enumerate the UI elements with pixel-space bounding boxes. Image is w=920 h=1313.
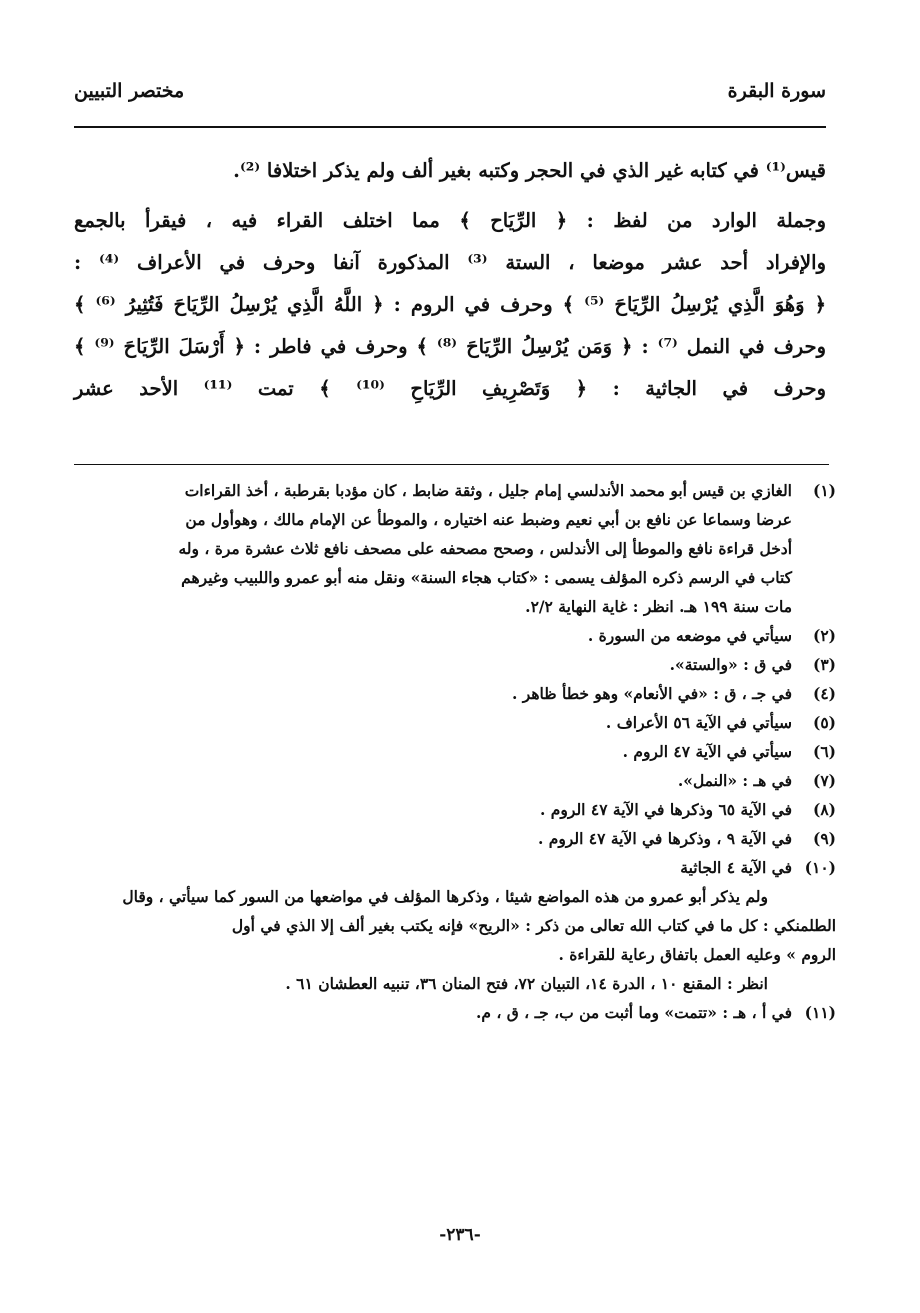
- footnote-8: [74, 795, 836, 824]
- main-line: قيس⁽¹⁾ في كتابه غير الذي في الحجر وكتبه بغير ألف ولم يذكر اختلافا ⁽²⁾.: [233, 159, 826, 182]
- page-number: -٢٣٦-: [439, 1225, 481, 1245]
- footnote-number: (١): [812, 481, 836, 500]
- footnote-continuation: كتاب في الرسم ذكره المؤلف يسمى : «كتاب هجاء السنة» ونقل منه أبو عمرو واللبيب وغيرهم: [181, 568, 792, 587]
- footnote-paragraph: الروم » وعليه العمل باتفاق رعاية للقراءة .: [558, 945, 836, 964]
- footnote-number: (١١): [804, 1003, 836, 1022]
- footnote-paragraph: ولم يذكر أبو عمرو من هذه المواضع شيئا ، وذكرها المؤلف في مواضعها من السور كما سيأتي ، وقال: [122, 887, 768, 906]
- footnote-number: (٨): [812, 800, 836, 819]
- footnote-number: (٧): [812, 771, 836, 790]
- footnote-number: (٣): [812, 655, 836, 674]
- main-line: والإفراد أحد عشر موضعا ، الستة ⁽³⁾ المذكورة آنفا وحرف في الأعراف ⁽⁴⁾ :: [74, 251, 826, 274]
- footnote-number: (٢): [812, 626, 836, 645]
- footnote-text: في الآية ٦٥ وذكرها في الآية ٤٧ الروم .: [540, 800, 792, 819]
- footnote-reference: انظر : المقنع ١٠ ، الدرة ١٤، التبيان ٧٢، فتح المنان ٣٦، تنبيه العطشان ٦١ .: [285, 974, 768, 993]
- footnote-number: (٦): [812, 742, 836, 761]
- footnote-rule: [74, 464, 829, 465]
- main-line: وحرف في النمل ⁽⁷⁾ : ﴿ وَمَن يُرْسِلُ الرِّيَاحَ ⁽⁸⁾ ﴾ وحرف في فاطر : ﴿ أَرْسَلَ الرِّيَاحَ ⁽⁹⁾ ﴾: [74, 335, 827, 358]
- footnote-continuation: مات سنة ١٩٩ هـ. انظر : غاية النهاية ٢/٢.: [525, 597, 792, 616]
- footnote-2: [74, 621, 836, 650]
- running-header: [74, 80, 826, 120]
- surah-title: سورة البقرة: [727, 80, 826, 102]
- main-line: وجملة الوارد من لفظ : ﴿ الرِّيَاح ﴾ مما اختلف القراء فيه ، فيقرأ بالجمع: [74, 209, 826, 232]
- footnote-number: (٤): [812, 684, 836, 703]
- footnote-7: [74, 766, 836, 795]
- footnote-text: في الآية ٩ ، وذكرها في الآية ٤٧ الروم .: [537, 829, 792, 848]
- footnote-number: (٩): [812, 829, 836, 848]
- main-text: [74, 150, 826, 410]
- footnote-5: [74, 708, 836, 737]
- footnote-text: سيأتي في الآية ٥٦ الأعراف .: [605, 713, 792, 732]
- footnote-text: في الآية ٤ الجاثية: [680, 858, 792, 877]
- footnote-9: [74, 824, 836, 853]
- footnote-10: [74, 853, 836, 882]
- footnote-continuation: عرضا وسماعا عن نافع بن أبي نعيم وضبط عنه اختياره ، والموطأ عن الإمام مالك ، وهوأول من: [185, 510, 792, 529]
- footnote-text: في هـ : «النمل».: [677, 771, 792, 790]
- header-rule: [74, 126, 826, 128]
- main-line: وحرف في الجاثية : ﴿ وَتَصْرِيفِ الرِّيَاحِ ⁽¹⁰⁾ ﴾ تمت ⁽¹¹⁾ الأحد عشر: [74, 377, 826, 400]
- footnote-6: [74, 737, 836, 766]
- footnotes: [74, 476, 836, 1027]
- footnote-number: (٥): [812, 713, 836, 732]
- footnote-text: في أ ، هـ : «تتمت» وما أثبت من ب، جـ ، ق ، م.: [475, 1003, 792, 1022]
- footnote-continuation: أدخل قراءة نافع والموطأ إلى الأندلس ، وصحح مصحفه على مصحف نافع ثلاث عشرة مرة ، وله: [178, 539, 792, 558]
- footnote-text: الغازي بن قيس أبو محمد الأندلسي إمام جليل ، وثقة ضابط ، كان مؤدبا بقرطبة ، أخذ القراءات: [184, 481, 792, 500]
- footnote-4: [74, 679, 836, 708]
- footnote-text: سيأتي في الآية ٤٧ الروم .: [622, 742, 792, 761]
- main-line: ﴿ وَهُوَ الَّذِي يُرْسِلُ الرِّيَاحَ ⁽⁵⁾ ﴾ وحرف في الروم : ﴿ اللَّهُ الَّذِي يُرْسِلُ الرِّيَاحَ فَتُثِيرُ ⁽⁶⁾ ﴾: [74, 293, 826, 316]
- footnote-number: (١٠): [804, 858, 836, 877]
- footnote-paragraph: الطلمنكي : كل ما في كتاب الله تعالى من ذكر : «الريح» فإنه يكتب بغير ألف إلا الذي في أول: [231, 916, 836, 935]
- footnote-1: [74, 476, 836, 505]
- footnote-text: في ق : «والستة».: [669, 655, 792, 674]
- footnote-11: [74, 998, 836, 1027]
- footnote-text: في جـ ، ق : «في الأنعام» وهو خطأ ظاهر .: [512, 684, 792, 703]
- footnote-3: [74, 650, 836, 679]
- footnote-text: سيأتي في موضعه من السورة .: [587, 626, 792, 645]
- book-title: مختصر التبيين: [74, 80, 185, 102]
